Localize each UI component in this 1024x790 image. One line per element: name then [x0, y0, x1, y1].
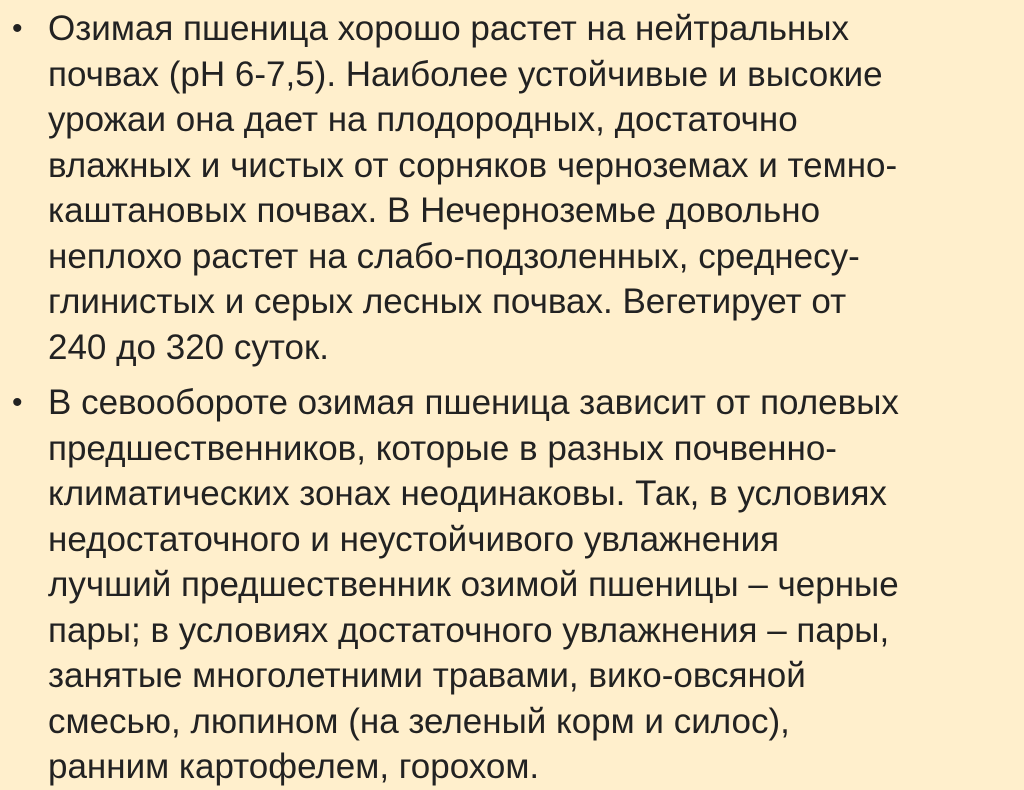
text-line: влажных и чистых от сорняков черноземах и темно-: [48, 145, 898, 185]
text-line: пары; в условиях достаточного увлажнения – пары,: [48, 610, 890, 650]
text-line: смесью, люпином (на зеленый корм и силос),: [48, 701, 790, 741]
text-line: Озимая пшеница хорошо растет на нейтральных: [48, 9, 850, 48]
text-line: ранним картофелем, горохом.: [48, 747, 540, 786]
text-line: неплохо растет на слабо-подзоленных, среднесу-: [48, 236, 860, 276]
text-line: В севообороте озимая пшеница зависит от полевых: [48, 383, 899, 422]
bullet-marker: •: [12, 12, 23, 45]
text-line: каштановых почвах. В Нечерноземье довольно: [48, 191, 821, 230]
text-line: урожаи она дает на плодородных, достаточно: [48, 100, 798, 139]
text-line: 240 до 320 суток.: [48, 327, 329, 367]
text-line: лучший предшественник озимой пшеницы – черные: [48, 565, 899, 604]
bullet-list: [0, 6, 1024, 790]
bullet-item-soils: [0, 6, 1024, 370]
text-line: глинистых и серых лесных почвах. Вегетирует от: [48, 282, 847, 321]
bullet-marker: •: [12, 386, 23, 419]
text-line: предшественников, которые в разных почвенно-: [48, 428, 837, 468]
text-line: занятые многолетними травами, вико-овсяной: [48, 656, 806, 695]
text-line: недостаточного и неустойчивого увлажнения: [48, 519, 780, 559]
text-line: климатических зонах неодинаковы. Так, в условиях: [48, 474, 887, 513]
text-line: почвах (рН 6-7,5). Наиболее устойчивые и высокие: [48, 54, 883, 94]
bullet-item-crop-rotation: [0, 380, 1024, 790]
